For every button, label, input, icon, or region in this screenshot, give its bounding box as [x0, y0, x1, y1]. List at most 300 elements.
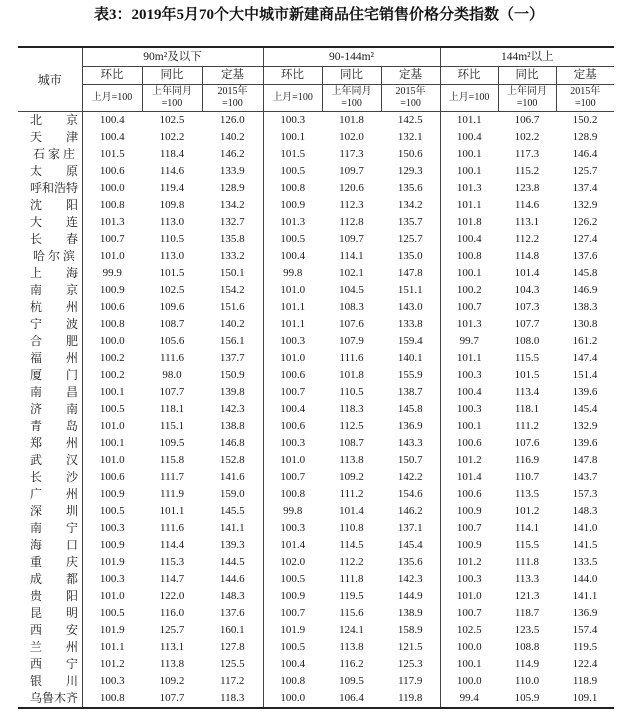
- mom-over144-cell: 100.1: [456, 165, 482, 177]
- group-header-under90: 90m²及以下: [82, 47, 263, 67]
- base-under90-cell: 117.2: [202, 673, 263, 690]
- city-name: 南昌: [30, 385, 78, 399]
- yoy-under90-cell: 115.3: [159, 556, 185, 568]
- mom-90to144-cell: 99.8: [283, 505, 303, 517]
- city-cell: [18, 146, 82, 163]
- base-under90-cell: 160.1: [202, 622, 263, 639]
- yoy-over144-cell: 113.5: [514, 488, 540, 500]
- base-90to144-cell: 125.7: [381, 231, 440, 248]
- yoy-90to144-cell: 109.7: [339, 165, 364, 177]
- table-row: [18, 282, 614, 299]
- mom-90to144-cell: 100.8: [280, 182, 306, 194]
- mom-under90-cell: 100.4: [99, 114, 125, 126]
- mom-under90-cell: 100.9: [99, 284, 125, 296]
- mom-under90-cell: 100.1: [99, 386, 125, 398]
- mom-under90-cell: 100.8: [99, 199, 125, 211]
- yoy-over144-cell: 121.3: [514, 590, 540, 602]
- base-over144-cell: 132.9: [572, 199, 598, 211]
- yoy-over144-cell: 108.8: [514, 641, 540, 653]
- yoy-90to144-cell: 108.3: [339, 301, 364, 313]
- table-row: [18, 656, 614, 673]
- yoy-under90-cell: 101.5: [159, 267, 185, 279]
- mom-under90-cell: 100.2: [99, 352, 125, 364]
- table-row: [18, 129, 614, 146]
- mom-90to144-cell: 100.4: [280, 250, 306, 262]
- mom-under90-cell: 100.7: [99, 233, 125, 245]
- base-under90-cell: 134.2: [202, 197, 263, 214]
- city-name: 西安: [30, 623, 78, 637]
- yoy-90to144-cell: 107.6: [339, 318, 364, 330]
- base-90to144-cell: 150.7: [381, 452, 440, 469]
- yoy-over144-cell: 105.9: [514, 692, 540, 704]
- base-over144-cell: 157.4: [572, 624, 598, 636]
- city-cell: [18, 112, 82, 130]
- table-row: [18, 554, 614, 571]
- mom-90to144-cell: 100.5: [280, 641, 306, 653]
- mom-under90-cell: 101.0: [99, 250, 125, 262]
- city-name: 太原: [30, 164, 78, 178]
- base-over144-cell: 138.3: [572, 301, 598, 313]
- base-under90-cell: 145.5: [202, 503, 263, 520]
- yoy-90to144-cell: 102.0: [339, 131, 364, 143]
- table-row: [18, 248, 614, 265]
- mom-under90-cell: 100.2: [99, 369, 125, 381]
- mom-under90-cell: 100.6: [99, 165, 125, 177]
- base-label-text: 2015年=100: [570, 86, 601, 109]
- base-under90-cell: 133.2: [202, 248, 263, 265]
- yoy-over144-cell: 115.5: [514, 539, 540, 551]
- base-90to144-cell: 140.1: [381, 350, 440, 367]
- base-under90-cell: 150.9: [202, 367, 263, 384]
- mom-over144-cell: 101.1: [456, 114, 482, 126]
- base-90to144-cell: 119.8: [381, 690, 440, 708]
- yoy-over144-cell: 104.3: [514, 284, 540, 296]
- mom-over144-cell: 100.0: [456, 675, 482, 687]
- base-over144-cell: 145.8: [572, 267, 598, 279]
- city-cell: [18, 537, 82, 554]
- mom-over144-cell: 100.7: [456, 607, 482, 619]
- price-index-table: [18, 46, 614, 709]
- yoy-over144-cell: 115.5: [514, 352, 540, 364]
- yoy-under90-cell: 102.2: [159, 131, 185, 143]
- yoy-under90-cell: 109.6: [159, 301, 185, 313]
- base-label-text: 2015年=100: [217, 86, 248, 109]
- city-cell: [18, 231, 82, 248]
- mom-under90-cell: 100.5: [99, 403, 125, 415]
- base-over144-cell: 122.4: [572, 658, 598, 670]
- yoy-over144-cell: 107.6: [514, 437, 540, 449]
- base-under90-cell: 125.5: [202, 656, 263, 673]
- city-name: 合肥: [30, 334, 78, 348]
- base-header-over144: 定基: [556, 67, 614, 85]
- mom-over144-cell: 100.3: [456, 369, 482, 381]
- mom-under90-cell: 99.9: [102, 267, 122, 279]
- city-name: 海口: [30, 538, 78, 552]
- yoy-under90-cell: 111.9: [160, 488, 184, 500]
- yoy-under90-cell: 98.0: [162, 369, 182, 381]
- base-90to144-cell: 135.0: [381, 248, 440, 265]
- yoy-90to144-cell: 109.5: [339, 675, 364, 687]
- base-over144-cell: 139.6: [572, 437, 598, 449]
- metric-header-row: [18, 67, 614, 85]
- mom-over144-cell: 100.2: [456, 284, 482, 296]
- mom-under90-cell: 100.5: [99, 607, 125, 619]
- base-over144-cell: 146.9: [572, 284, 598, 296]
- mom-90to144-cell: 100.9: [280, 199, 306, 211]
- table-row: [18, 571, 614, 588]
- mom-over144-cell: 100.1: [456, 658, 482, 670]
- base-90to144-cell: 142.2: [381, 469, 440, 486]
- yoy-under90-cell: 125.7: [159, 624, 185, 636]
- city-name: 贵阳: [30, 589, 78, 603]
- mom-90to144-cell: 100.6: [280, 420, 306, 432]
- mom-over144-cell: 99.4: [459, 692, 479, 704]
- yoy-90to144-cell: 117.3: [339, 148, 364, 160]
- mom-90to144-cell: 100.3: [280, 522, 306, 534]
- yoy-90to144-cell: 113.8: [339, 454, 364, 466]
- mom-over144-cell: 100.1: [456, 148, 482, 160]
- mom-base-label-under90: [82, 85, 142, 112]
- city-name: 武汉: [30, 453, 78, 467]
- base-over144-cell: 137.6: [572, 250, 598, 262]
- base-label-text: 2015年=100: [395, 86, 426, 109]
- city-cell: [18, 316, 82, 333]
- base-over144-cell: 141.1: [572, 590, 598, 602]
- table-row: [18, 384, 614, 401]
- group-header-row: [18, 47, 614, 67]
- city-cell: [18, 656, 82, 673]
- city-cell: [18, 452, 82, 469]
- yoy-90to144-cell: 124.1: [339, 624, 364, 636]
- table-row: [18, 367, 614, 384]
- yoy-over144-cell: 110.0: [514, 675, 540, 687]
- base-under90-cell: 151.6: [202, 299, 263, 316]
- yoy-over144-cell: 118.1: [514, 403, 540, 415]
- base-90to144-cell: 150.6: [381, 146, 440, 163]
- yoy-under90-cell: 122.0: [159, 590, 185, 602]
- yoy-90to144-cell: 107.9: [339, 335, 364, 347]
- city-name: 福州: [30, 351, 78, 365]
- city-cell: [18, 588, 82, 605]
- base-90to144-cell: 155.9: [381, 367, 440, 384]
- base-under90-cell: 154.2: [202, 282, 263, 299]
- table-row: [18, 214, 614, 231]
- city-cell: [18, 214, 82, 231]
- mom-over144-cell: 100.0: [456, 641, 482, 653]
- yoy-90to144-cell: 101.8: [339, 369, 364, 381]
- yoy-90to144-cell: 116.2: [339, 658, 364, 670]
- city-cell: [18, 401, 82, 418]
- mom-over144-cell: 100.4: [456, 233, 482, 245]
- mom-under90-cell: 100.3: [99, 675, 125, 687]
- base-period-header-row: [18, 85, 614, 112]
- city-name: 银川: [30, 674, 78, 688]
- base-over144-cell: 141.5: [572, 539, 598, 551]
- yoy-90to144-cell: 111.2: [339, 488, 364, 500]
- base-90to144-cell: 158.9: [381, 622, 440, 639]
- city-name: 昆明: [30, 606, 78, 620]
- yoy-base-label-90to144: [322, 85, 381, 112]
- base-under90-cell: 137.6: [202, 605, 263, 622]
- mom-90to144-cell: 100.5: [280, 165, 306, 177]
- city-cell: [18, 469, 82, 486]
- mom-under90-cell: 100.4: [99, 131, 125, 143]
- mom-90to144-cell: 100.7: [280, 471, 306, 483]
- mom-90to144-cell: 100.5: [280, 233, 306, 245]
- base-under90-cell: 140.2: [202, 129, 263, 146]
- mom-over144-cell: 100.6: [456, 488, 482, 500]
- yoy-over144-cell: 113.1: [514, 216, 540, 228]
- mom-90to144-cell: 101.9: [280, 624, 306, 636]
- base-label-text: 上年同月=100: [331, 86, 372, 109]
- table-row: [18, 503, 614, 520]
- mom-under90-cell: 101.2: [99, 658, 125, 670]
- mom-90to144-cell: 100.8: [280, 675, 306, 687]
- mom-under90-cell: 101.9: [99, 624, 125, 636]
- city-cell: [18, 265, 82, 282]
- table-row: [18, 588, 614, 605]
- city-name: 西宁: [30, 657, 78, 671]
- base-under90-cell: 118.3: [202, 690, 263, 708]
- table-row: [18, 401, 614, 418]
- yoy-over144-cell: 102.2: [514, 131, 540, 143]
- base-90to144-cell: 159.4: [381, 333, 440, 350]
- city-name: 南京: [30, 283, 78, 297]
- yoy-under90-cell: 115.8: [159, 454, 185, 466]
- table-row: [18, 350, 614, 367]
- table-row: [18, 520, 614, 537]
- yoy-90to144-cell: 111.6: [339, 352, 364, 364]
- mom-under90-cell: 100.3: [99, 522, 125, 534]
- base-over144-cell: 146.4: [572, 148, 598, 160]
- base-over144-cell: 126.2: [572, 216, 598, 228]
- mom-header-under90: 环比: [82, 67, 142, 85]
- base-90to144-cell: 117.9: [381, 673, 440, 690]
- city-cell: [18, 605, 82, 622]
- mom-under90-cell: 100.1: [99, 437, 125, 449]
- mom-90to144-cell: 100.1: [280, 131, 306, 143]
- city-cell: [18, 248, 82, 265]
- yoy-under90-cell: 110.5: [159, 233, 185, 245]
- base-90to144-cell: 154.6: [381, 486, 440, 503]
- base-label-text: 上年同月=100: [152, 86, 192, 109]
- yoy-under90-cell: 108.7: [159, 318, 185, 330]
- yoy-over144-cell: 107.7: [514, 318, 540, 330]
- mom-over144-cell: 101.1: [456, 352, 482, 364]
- mom-under90-cell: 101.0: [99, 590, 125, 602]
- city-cell: [18, 384, 82, 401]
- yoy-over144-cell: 111.2: [515, 420, 539, 432]
- yoy-under90-cell: 115.1: [159, 420, 185, 432]
- base-over144-cell: 130.8: [572, 318, 598, 330]
- yoy-over144-cell: 114.1: [514, 522, 540, 534]
- base-over144-cell: 141.0: [572, 522, 598, 534]
- table-row: [18, 112, 614, 130]
- base-over144-cell: 125.7: [572, 165, 598, 177]
- mom-base-label-over144: [440, 85, 498, 112]
- base-over144-cell: 150.2: [572, 114, 598, 126]
- yoy-under90-cell: 113.8: [159, 658, 185, 670]
- yoy-90to144-cell: 101.8: [339, 114, 364, 126]
- mom-over144-cell: 100.6: [456, 437, 482, 449]
- city-name: 厦门: [30, 368, 78, 382]
- city-cell: [18, 435, 82, 452]
- yoy-over144-cell: 107.3: [514, 301, 540, 313]
- fixed-base-label-under90: [202, 85, 263, 112]
- base-over144-cell: 161.2: [572, 335, 598, 347]
- base-90to144-cell: 125.3: [381, 656, 440, 673]
- base-over144-cell: 137.4: [572, 182, 598, 194]
- yoy-over144-cell: 110.7: [514, 471, 540, 483]
- yoy-over144-cell: 123.5: [514, 624, 540, 636]
- mom-under90-cell: 100.9: [99, 539, 125, 551]
- table-row: [18, 231, 614, 248]
- yoy-header-90to144: 同比: [322, 67, 381, 85]
- city-name: 长春: [30, 232, 78, 246]
- city-cell: [18, 520, 82, 537]
- yoy-under90-cell: 116.0: [159, 607, 185, 619]
- city-name: 杭州: [30, 300, 78, 314]
- yoy-under90-cell: 107.7: [159, 692, 185, 704]
- mom-90to144-cell: 101.0: [280, 284, 306, 296]
- base-under90-cell: 141.6: [202, 469, 263, 486]
- yoy-90to144-cell: 106.4: [339, 692, 364, 704]
- yoy-90to144-cell: 110.5: [339, 386, 364, 398]
- city-cell: [18, 282, 82, 299]
- yoy-under90-cell: 114.6: [159, 165, 185, 177]
- base-under90-cell: 132.7: [202, 214, 263, 231]
- base-under90-cell: 128.9: [202, 180, 263, 197]
- base-under90-cell: 133.9: [202, 163, 263, 180]
- group-header-over144: 144m²以上: [440, 47, 614, 67]
- mom-90to144-cell: 100.0: [280, 692, 306, 704]
- base-over144-cell: 109.1: [572, 692, 598, 704]
- base-90to144-cell: 146.2: [381, 503, 440, 520]
- city-name: 天津: [30, 130, 78, 144]
- yoy-90to144-cell: 114.5: [339, 539, 364, 551]
- group-header-90to144: 90-144m²: [263, 47, 440, 67]
- yoy-90to144-cell: 119.5: [339, 590, 364, 602]
- base-over144-cell: 151.4: [572, 369, 598, 381]
- city-name: 南宁: [30, 521, 78, 535]
- mom-over144-cell: 100.7: [456, 301, 482, 313]
- yoy-under90-cell: 109.5: [159, 437, 185, 449]
- city-name: 沈阳: [30, 198, 78, 212]
- mom-90to144-cell: 99.8: [283, 267, 303, 279]
- base-label-text: 上月=100: [272, 92, 313, 103]
- mom-under90-cell: 100.8: [99, 318, 125, 330]
- base-90to144-cell: 135.7: [381, 214, 440, 231]
- mom-90to144-cell: 101.0: [280, 454, 306, 466]
- mom-over144-cell: 100.3: [456, 403, 482, 415]
- base-under90-cell: 141.1: [202, 520, 263, 537]
- yoy-90to144-cell: 110.8: [339, 522, 364, 534]
- table-row: [18, 299, 614, 316]
- city-name: 郑州: [30, 436, 78, 450]
- yoy-base-label-over144: [498, 85, 556, 112]
- base-over144-cell: 157.3: [572, 488, 598, 500]
- city-cell: [18, 299, 82, 316]
- mom-over144-cell: 100.1: [456, 267, 482, 279]
- city-cell: [18, 690, 82, 708]
- mom-over144-cell: 101.3: [456, 318, 482, 330]
- base-under90-cell: 148.3: [202, 588, 263, 605]
- yoy-under90-cell: 114.4: [159, 539, 185, 551]
- base-over144-cell: 139.6: [572, 386, 598, 398]
- yoy-over144-cell: 112.2: [514, 233, 540, 245]
- mom-90to144-cell: 100.6: [280, 369, 306, 381]
- city-cell: [18, 622, 82, 639]
- mom-under90-cell: 101.9: [99, 556, 125, 568]
- table-row: [18, 180, 614, 197]
- table-row: [18, 418, 614, 435]
- table-row: [18, 435, 614, 452]
- table-row: [18, 333, 614, 350]
- fixed-base-label-over144: [556, 85, 614, 112]
- mom-90to144-cell: 100.7: [280, 386, 306, 398]
- mom-under90-cell: 100.0: [99, 182, 125, 194]
- base-over144-cell: 133.5: [572, 556, 598, 568]
- yoy-under90-cell: 113.0: [159, 250, 185, 262]
- mom-under90-cell: 100.6: [99, 301, 125, 313]
- base-over144-cell: 127.4: [572, 233, 598, 245]
- mom-90to144-cell: 100.9: [280, 590, 306, 602]
- yoy-over144-cell: 106.7: [514, 114, 540, 126]
- base-under90-cell: 139.8: [202, 384, 263, 401]
- yoy-90to144-cell: 112.5: [339, 420, 364, 432]
- mom-over144-cell: 101.2: [456, 454, 482, 466]
- yoy-90to144-cell: 118.3: [339, 403, 364, 415]
- base-90to144-cell: 142.5: [381, 112, 440, 130]
- mom-under90-cell: 101.1: [99, 641, 125, 653]
- mom-90to144-cell: 100.5: [280, 573, 306, 585]
- base-under90-cell: 142.3: [202, 401, 263, 418]
- city-cell: [18, 180, 82, 197]
- base-90to144-cell: 138.9: [381, 605, 440, 622]
- mom-over144-cell: 100.1: [456, 420, 482, 432]
- city-cell: [18, 571, 82, 588]
- base-under90-cell: 144.6: [202, 571, 263, 588]
- yoy-over144-cell: 118.7: [514, 607, 540, 619]
- city-cell: [18, 554, 82, 571]
- mom-90to144-cell: 101.4: [280, 539, 306, 551]
- base-over144-cell: 147.4: [572, 352, 598, 364]
- mom-under90-cell: 100.3: [99, 573, 125, 585]
- yoy-under90-cell: 118.4: [159, 148, 185, 160]
- mom-over144-cell: 100.4: [456, 131, 482, 143]
- base-over144-cell: 145.4: [572, 403, 598, 415]
- city-name: 宁波: [30, 317, 78, 331]
- mom-90to144-cell: 100.7: [280, 607, 306, 619]
- base-90to144-cell: 138.7: [381, 384, 440, 401]
- yoy-base-label-under90: [142, 85, 202, 112]
- mom-under90-cell: 101.5: [99, 148, 125, 160]
- yoy-over144-cell: 114.6: [514, 199, 540, 211]
- mom-90to144-cell: 101.5: [280, 148, 306, 160]
- table-row: [18, 639, 614, 656]
- base-over144-cell: 143.7: [572, 471, 598, 483]
- base-header-under90: 定基: [202, 67, 263, 85]
- yoy-90to144-cell: 101.4: [339, 505, 364, 517]
- mom-90to144-cell: 100.3: [280, 437, 306, 449]
- mom-over144-cell: 101.3: [456, 182, 482, 194]
- base-over144-cell: 128.9: [572, 131, 598, 143]
- base-under90-cell: 146.8: [202, 435, 263, 452]
- base-90to144-cell: 142.3: [381, 571, 440, 588]
- table-row: [18, 265, 614, 282]
- mom-90to144-cell: 100.4: [280, 403, 306, 415]
- base-over144-cell: 144.0: [572, 573, 598, 585]
